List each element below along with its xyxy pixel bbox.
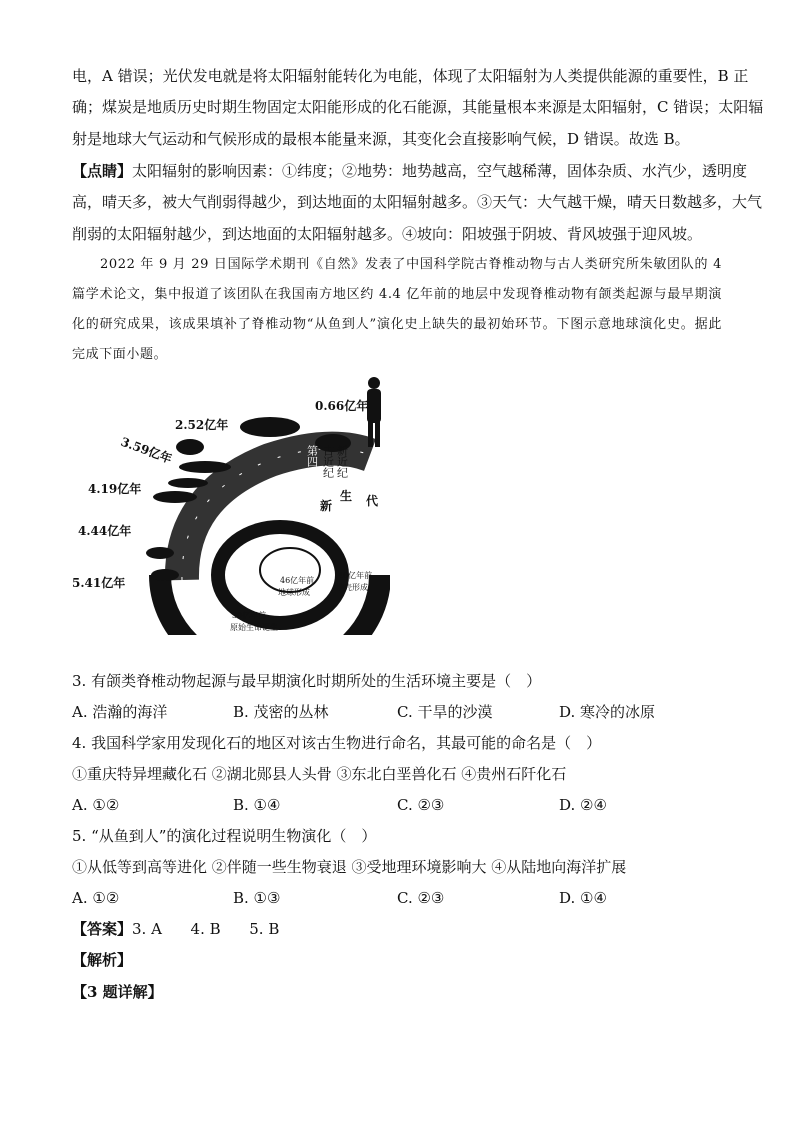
dinosaur-silhouette	[240, 417, 300, 437]
option-a[interactable]: A. ①②	[72, 796, 120, 814]
option-c[interactable]: C. ②③	[397, 889, 445, 907]
option-b[interactable]: B. 茂密的丛林	[233, 703, 329, 721]
era-label: 古近纪	[321, 445, 335, 478]
answer-text: 3. A 4. B 5. B	[132, 920, 280, 938]
explanation-line: 射是地球大气运动和气候形成的最根本能量来源，其变化会直接影响气候，D 错误。故选 B。	[72, 130, 690, 148]
spiral-note: 原始生命诞生	[230, 623, 278, 632]
question-stem: 4. 我国科学家用发现化石的地区对该古生物进行命名，其最可能的命名是（ ）	[72, 734, 602, 752]
explanation-line: 电，A 错误；光伏发电就是将太阳辐射能转化为电能，体现了太阳辐射为人类提供能源的重要性，B 正	[72, 67, 749, 85]
answer-tag: 【答案】	[72, 920, 133, 938]
tip-line: 高，晴天多，被大气削弱得越少，到达地面的太阳辐射越多。③天气：大气越干燥，晴天日数越多，大气	[72, 193, 763, 211]
question-items: ①重庆特异埋藏化石 ②湖北郧县人头骨 ③东北白垩兽化石 ④贵州石阡化石	[72, 765, 567, 783]
human-silhouette	[367, 377, 381, 447]
time-label: 0.66亿年	[315, 399, 369, 413]
tip-line: 削弱的太阳辐射越少，到达地面的太阳辐射越多。④坡向：阳坡强于阴坡、背风坡强于迎风坡。	[72, 225, 703, 243]
fish-silhouette	[168, 478, 208, 488]
option-a[interactable]: A. ①②	[72, 889, 120, 907]
time-label: 2.52亿年	[175, 418, 229, 432]
explanation-line: 确；煤炭是地质历史时期生物固定太阳能形成的化石能源，其能量根本来源是太阳辐射，C 错误；太阳辐	[72, 98, 764, 116]
tip-tag: 【点睛】	[72, 162, 133, 180]
question-items: ①从低等到高等进化 ②伴随一些生物衰退 ③受地理环境影响大 ④从陆地向海洋扩展	[72, 858, 627, 876]
time-label: 4.19亿年	[88, 482, 142, 496]
option-b[interactable]: B. ①③	[233, 889, 281, 907]
option-c[interactable]: C. ②③	[397, 796, 445, 814]
spiral-note: 40亿年前	[338, 571, 373, 580]
era-label: 第四纪	[305, 445, 319, 478]
time-label: 4.44亿年	[78, 524, 132, 538]
time-label: 3.59亿年	[118, 434, 174, 467]
time-label: 5.41亿年	[72, 576, 126, 590]
tip-line	[72, 161, 747, 181]
spiral-note: 地壳形成	[336, 583, 368, 592]
cenozoic-label: 代	[366, 494, 379, 508]
reptile-silhouette	[176, 439, 204, 455]
answer-line	[72, 919, 279, 939]
material-text: 2022 年 9 月 29 日国际学术期刊《自然》发表了中国科学院古脊椎动物与古人类研究所朱敏团队的 4 篇学术论文，集中报道了该团队在我国南方地区约 4.4 亿年前的地层中发现脊椎动物有颌类起源与最早期演化的研究成果，该成果填补了脊椎动物“从鱼到人”演化史上缺失的最初始环节。下图示意地球演化史。据此完成下面小题。	[72, 257, 722, 362]
material-paragraph	[72, 250, 722, 370]
earth-history-figure	[70, 375, 390, 635]
detail-heading: 【3 题详解】	[72, 983, 163, 1001]
option-d[interactable]: D. 寒冷的冰原	[559, 703, 656, 721]
cenozoic-label: 生	[340, 489, 353, 503]
fish-silhouette	[153, 491, 197, 503]
question-stem: 3. 有颌类脊椎动物起源与最早期演化时期所处的生活环境主要是（ ）	[72, 672, 542, 690]
cenozoic-label: 新	[320, 499, 333, 513]
inner-core	[260, 548, 320, 592]
option-a[interactable]: A. 浩瀚的海洋	[72, 703, 168, 721]
option-d[interactable]: D. ②④	[559, 796, 607, 814]
fish-silhouette	[151, 569, 179, 581]
option-b[interactable]: B. ①④	[233, 796, 281, 814]
option-d[interactable]: D. ①④	[559, 889, 607, 907]
analysis-heading: 【解析】	[72, 951, 133, 969]
spiral-note: 地球形成	[278, 588, 310, 597]
tip-text: 太阳辐射的影响因素：①纬度；②地势：地势越高，空气越稀薄，固体杂质、水汽少，透明度	[132, 162, 748, 180]
spiral-note: 46亿年前	[280, 576, 315, 585]
amphibian-silhouette	[179, 461, 231, 473]
question-stem: 5. “从鱼到人”的演化过程说明生物演化（ ）	[72, 827, 377, 845]
fish-silhouette	[146, 547, 174, 559]
option-c[interactable]: C. 干旱的沙漠	[397, 703, 493, 721]
era-label: 新近纪	[335, 445, 349, 478]
spiral-note: 30亿年前	[232, 611, 267, 620]
